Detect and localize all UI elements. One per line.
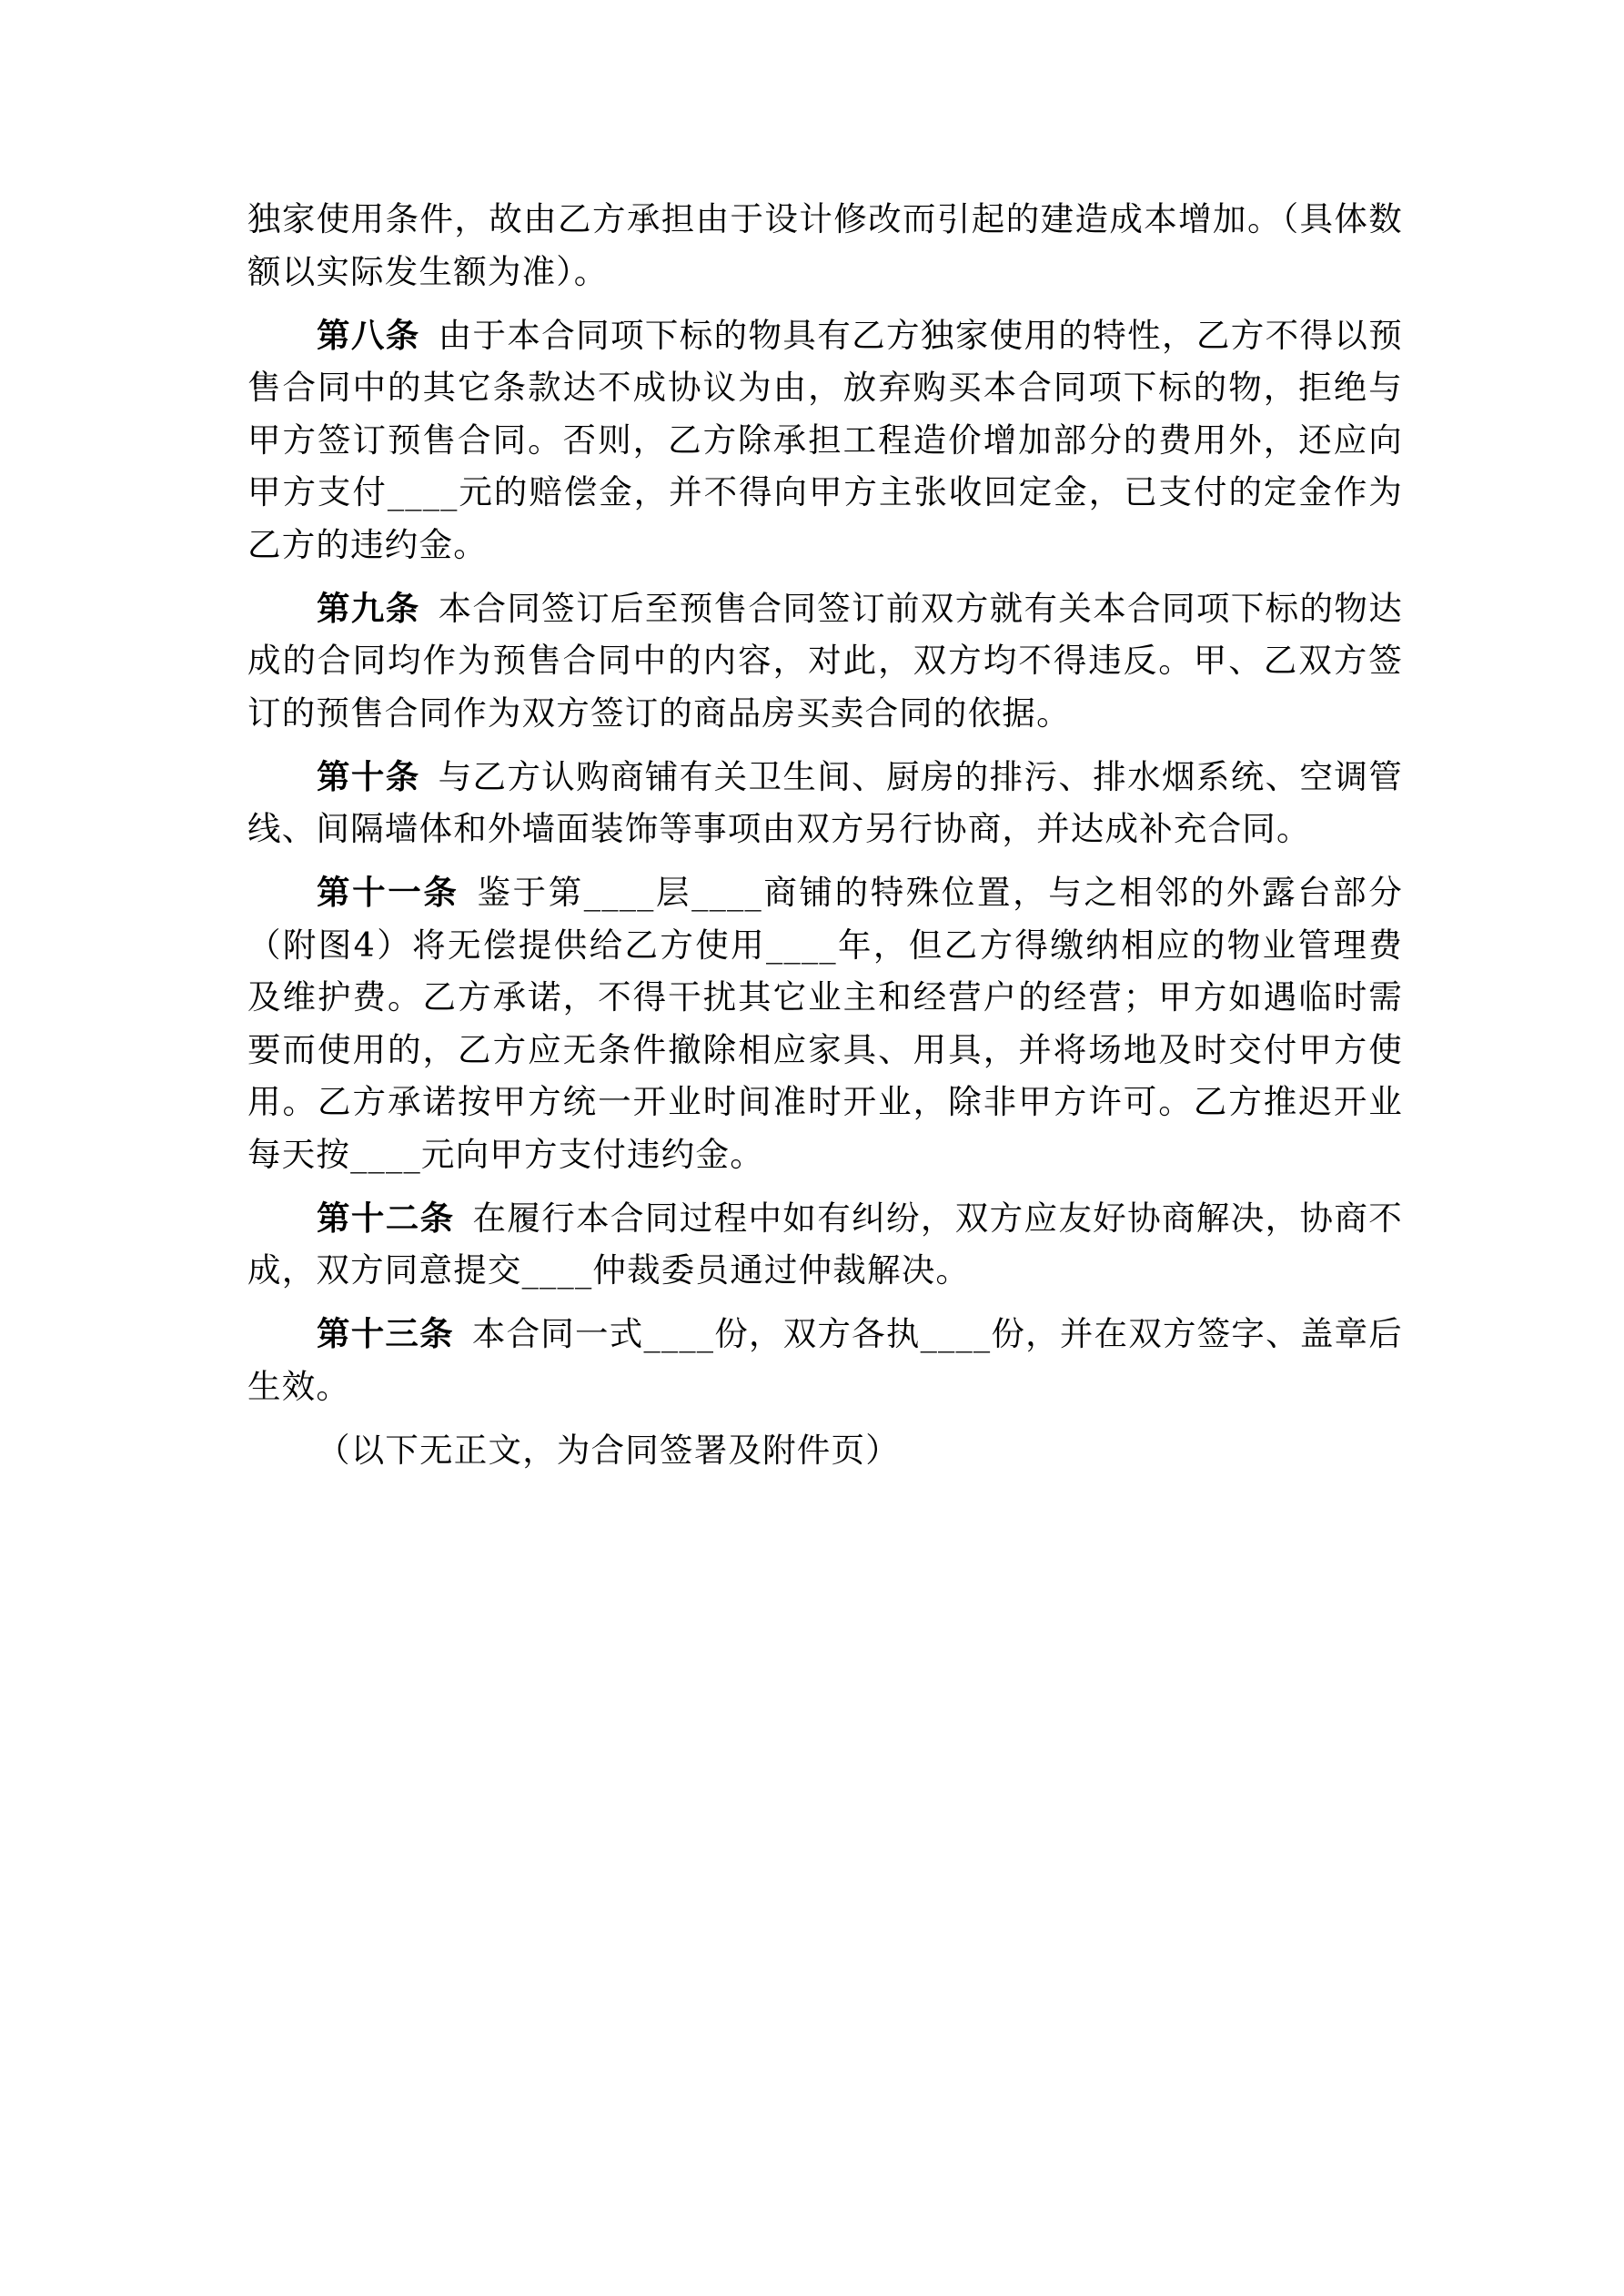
article-10: [247, 751, 1403, 855]
closing-note: （以下无正文，为合同签署及附件页）: [317, 1430, 900, 1470]
article-13: [247, 1308, 1403, 1412]
article-8: [247, 309, 1403, 571]
article-text: 与乙方认购商铺有关卫生间、厨房的排污、排水烟系统、空调管线、间隔墙体和外墙面装饰等事项由双方另行协商，并达成补充合同。: [247, 756, 1403, 848]
article-text: 由于本合同项下标的物具有乙方独家使用的特性，乙方不得以预售合同中的其它条款达不成协议为由，放弃购买本合同项下标的物，拒绝与甲方签订预售合同。否则，乙方除承担工程造价增加部分的费用外，还应向甲方支付____元的赔偿金，并不得向甲方主张收回定金，已支付的定金作为乙方的违约金。: [247, 315, 1403, 564]
article-heading: 第十三条: [317, 1314, 454, 1353]
paragraph-continued: [247, 193, 1403, 298]
article-heading: 第八条: [317, 315, 420, 355]
paragraph-text: 独家使用条件，故由乙方承担由于设计修改而引起的建造成本增加。（具体数额以实际发生额为准）。: [247, 199, 1403, 291]
article-heading: 第十条: [317, 756, 420, 796]
article-text: 在履行本合同过程中如有纠纷，双方应友好协商解决，协商不成，双方同意提交____仲裁委员通过仲裁解决。: [247, 1198, 1403, 1290]
article-11: [247, 866, 1403, 1180]
article-text: 鉴于第____层____商铺的特殊位置，与之相邻的外露台部分（附图4）将无偿提供给乙方使用____年，但乙方得缴纳相应的物业管理费及维护费。乙方承诺，不得干扰其它业主和经营户的经营；甲方如遇临时需要而使用的，乙方应无条件撤除相应家具、用具，并将场地及时交付甲方使用。乙方承诺按甲方统一开业时间准时开业，除非甲方许可。乙方推迟开业每天按____元向甲方支付违约金。: [247, 873, 1403, 1174]
article-heading: 第十二条: [317, 1198, 455, 1238]
article-12: [247, 1192, 1403, 1297]
article-text: 本合同一式____份，双方各执____份，并在双方签字、盖章后生效。: [247, 1314, 1403, 1406]
article-heading: 第十一条: [317, 873, 459, 912]
contract-body: [247, 193, 1403, 1476]
article-heading: 第九条: [317, 588, 420, 628]
article-text: 本合同签订后至预售合同签订前双方就有关本合同项下标的物达成的合同均作为预售合同中的内容，对此，双方均不得违反。甲、乙双方签订的预售合同作为双方签订的商品房买卖合同的依据。: [247, 588, 1403, 733]
article-9: [247, 582, 1403, 740]
